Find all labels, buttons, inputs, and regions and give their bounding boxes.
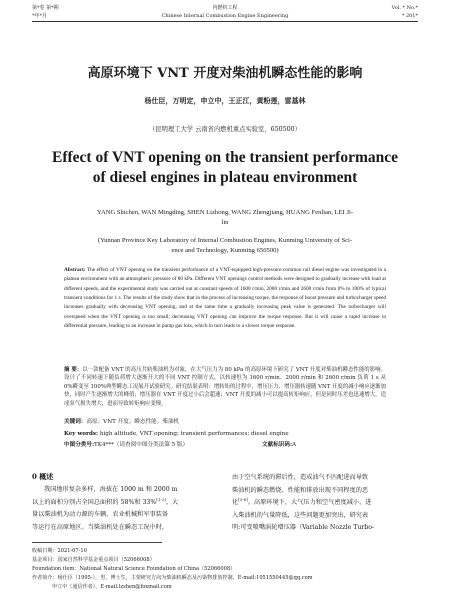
- keywords-cn: 高原；VNT 开度；瞬态性能；柴油机: [86, 419, 180, 425]
- doc-code-label: 文献标识码:: [262, 442, 293, 448]
- body-line: 我国地形复杂多样，海拔在 1000 m 和 2000 m: [44, 486, 178, 493]
- journal-date: *年*月: [32, 13, 48, 19]
- footnotes: [32, 547, 418, 592]
- body-line: 入柴油机的气量降低，这些问题更加突出，研究表: [232, 511, 369, 519]
- footnote-funding-en: Foundation item：National Natural Science Foundation of China（52066008）: [32, 566, 236, 572]
- clc-label: 中图分类号:: [64, 442, 95, 448]
- keywords-cn-label: 关键词：: [64, 419, 87, 425]
- body-line: 柴油机的瞬态燃烧、性能和排放出现不同程度的恶: [232, 486, 369, 494]
- body-line: 以上的面积分别占全国总面积的 58%和 33%[1-2]。大: [32, 496, 179, 506]
- keywords-en-row: [64, 430, 386, 439]
- page-title-cn: 高原环境下 VNT 开度对柴油机瞬态性能的影响: [87, 66, 363, 81]
- journal-name-en: Chinese Internal Combustion Engine Engineering: [161, 13, 289, 19]
- affiliation-cn: （昆明理工大学 云南省内燃机重点实验室，650500）: [149, 126, 301, 133]
- body-right-column: [232, 472, 420, 535]
- doc-code-value: A: [292, 442, 297, 448]
- body-line: 明:可变喷嘴涡轮增压器（Variable Nozzle Turbo-: [232, 524, 375, 532]
- journal-volume-issue: 第*卷 第*期: [32, 5, 59, 11]
- page-title-en-line1: Effect of VNT opening on the transient performance: [52, 149, 398, 166]
- page-title-en-line2: of diesel engines in plateau environment: [92, 169, 358, 186]
- abstract-cn: [64, 366, 386, 408]
- clc-value: TK4***（请查阅中图分类法第 5 版）: [94, 442, 189, 448]
- classification-row: [64, 441, 386, 450]
- authors-en-line2: lin: [221, 219, 229, 226]
- journal-vol-no: Vol. * No.*: [391, 5, 418, 11]
- abstract-text: The effect of VNT opening on the transient performance of a VNT-equipped high-pressure common rail diesel engine was investigated in a plateau environment with an atmospheric pressure of 80 kPa. Different VNT openings control methods were designed to gradually increase with load at different speeds, and the experimental study was carried out at constant speeds of 1600 r/min, 2000 r/min and 2600 r/min from 0% to 100% of typical transient conditions for 1 s. The results of the study show that in the process of increasing torque, the response of boost pressure and turbocharger speed increases gradually with decreasing VNT opening, and at the same time a gradually increasing peak value is generated. The turbocharger will overspeed when the VNT opening is too small; decreasing VNT opening can improve the torque response. But it will cause a rapid increase in differential pressure, leading to an increase in pump gas loss, which in turn leads to a slower torque response.: [64, 267, 386, 330]
- body-line: 由于空气系统的滞后性，造成油气不匹配进而导致: [232, 474, 369, 481]
- body-line: 等运行在高原地区。当柴油机处在瞬态工况中时，: [32, 523, 169, 531]
- keywords-cn-row: [64, 418, 386, 427]
- body-left-column: [32, 484, 220, 534]
- journal-name-cn: 内燃机工程: [212, 5, 238, 11]
- journal-year: * 201*: [401, 13, 418, 19]
- abstract-cn-text: 以一款配备 VNT 的高压共轨柴油机为对象，在大气压力为 80 kPa 的高原环境下研究了 VNT 开度对柴油机瞬态性能的影响。设计了不同转速下随负荷增大逐渐开大的不同 VNT 控制方式，以转速恒为 1600 r/min、2000 r/min 和 2600 r/min 负荷 1 s 从 0%瞬变至 100%典型瞬态工况展开试验研究。研究结果表明：增转矩的过程中，增压压力、增压器转速随 VNT 开度的减小响应逐渐加快，同时产生逐渐增大的峰值；增压器在 VNT 开度过小后会超速；VNT 开度的减小可以提高转矩响应，但是同时压差也迅速增大，造成泵气损失增大，进而导致转矩响应变慢。: [64, 367, 386, 407]
- body-line: 化[3-6]。高原环境下，大气压力和空气密度减小，进: [232, 497, 372, 507]
- header-rule: [32, 21, 418, 22]
- affiliation-en-line2: ence and Technology, Kunming 650500): [171, 247, 279, 254]
- abstract-cn-label: 摘 要：: [64, 367, 83, 373]
- footnote-rule: [32, 542, 162, 543]
- footnote-funding-cn: 基金项目：国家自然科学基金重点项目（52066008）: [32, 557, 155, 563]
- footnote-author-bio: 作者简介：杨仕臣（1995-），男，博士生，主要研究方向为柴油机瞬态及污染物排放控制，E-mail:1051550445@qq.com: [32, 575, 313, 581]
- footnote-corresponding: 申立中（通信作者），E-mail:lzshen@foxmail.com: [52, 584, 172, 590]
- affiliation-en-line1: (Yunnan Province Key Laboratory of Internal Combustion Engines, Kunming University of Sci-: [97, 237, 353, 244]
- body-line: 量以柴油机为动力源的车辆、农业机械和军事装备: [32, 511, 169, 519]
- authors-en-line1: YANG Shichen, WAN Mingding, SHEN Lizhong, WANG Zhengjiang, HUANG Fenlian, LEI Ji-: [96, 209, 354, 216]
- keywords-en-label: Key words:: [64, 431, 99, 437]
- section-heading: 0 概述: [32, 472, 54, 481]
- abstract-en: [64, 266, 386, 331]
- footnote-received: 收稿日期：2021-07-10: [32, 548, 87, 554]
- authors-cn: 杨仕臣，万明定，申立中，王正江，黄粉莲，雷基林: [144, 96, 306, 105]
- doc-code: [262, 441, 296, 450]
- abstract-label: Abstract:: [64, 267, 86, 273]
- keywords-en: high altitude, VNT opening; transient performances; diesel engine: [99, 431, 289, 437]
